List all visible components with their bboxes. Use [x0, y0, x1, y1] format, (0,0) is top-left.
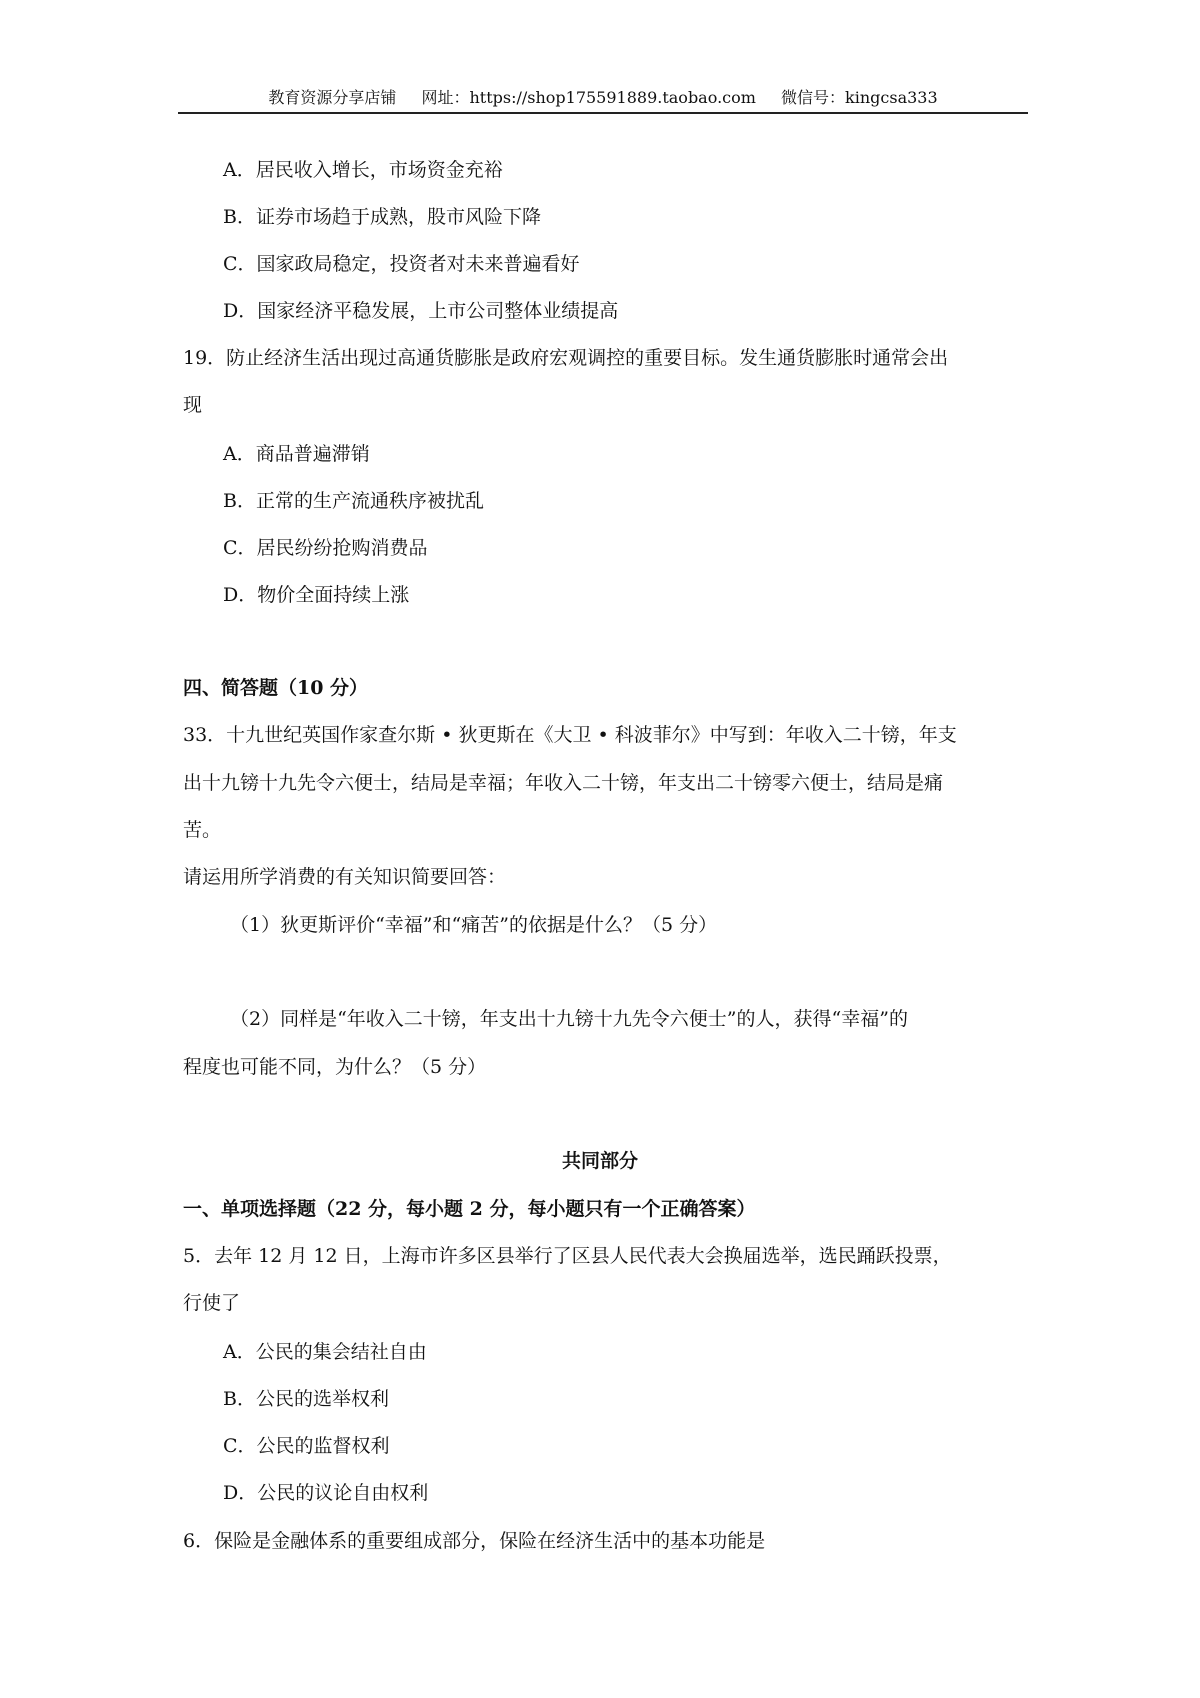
- q6-line1: 6．保险是金融体系的重要组成部分，保险在经济生活中的基本功能是: [183, 1530, 766, 1552]
- q33-line2: 出十九镑十九先令六便士，结局是幸福；年收入二十镑，年支出二十镑零六便士，结局是痛: [183, 772, 944, 794]
- common-section1-title: 一、单项选择题（22 分，每小题 2 分，每小题只有一个正确答案）: [183, 1198, 756, 1220]
- q33-sub1: （1）狄更斯评价“幸福”和“痛苦”的依据是什么？（5 分）: [230, 914, 718, 936]
- page-header: [178, 86, 1028, 114]
- q33-sub2-line2: 程度也可能不同，为什么？（5 分）: [183, 1056, 487, 1078]
- q33-line3: 苦。: [183, 819, 222, 841]
- q18-option-b: B．证券市场趋于成熟，股市风险下降: [223, 206, 541, 228]
- q33-sub2-line1: （2）同样是“年收入二十镑，年支出十九镑十九先令六便士”的人，获得“幸福”的: [230, 1008, 908, 1030]
- q33-prompt: 请运用所学消费的有关知识简要回答：: [183, 866, 507, 888]
- q19-option-a: A．商品普遍滞销: [223, 443, 370, 465]
- q33-line1: 33．十九世纪英国作家查尔斯 • 狄更斯在《大卫 • 科波菲尔》中写到：年收入二十镑，年支: [183, 724, 957, 746]
- q5-option-a: A．公民的集会结社自由: [223, 1341, 427, 1363]
- q5-option-c: C．公民的监督权利: [223, 1435, 390, 1457]
- q19-stem-line2: 现: [183, 394, 203, 416]
- q18-option-a: A．居民收入增长，市场资金充裕: [223, 159, 503, 181]
- q19-option-b: B．正常的生产流通秩序被扰乱: [223, 490, 484, 512]
- q19-stem-line1: 19．防止经济生活出现过高通货膨胀是政府宏观调控的重要目标。发生通货膨胀时通常会出: [183, 347, 949, 369]
- q5-option-b: B．公民的选举权利: [223, 1388, 389, 1410]
- header-wechat: 微信号：kingcsa333: [781, 88, 938, 107]
- header-url: 网址：https://shop175591889.taobao.com: [421, 88, 756, 107]
- q5-line1: 5．去年 12 月 12 日，上海市许多区县举行了区县人民代表大会换届选举，选民踊跃投票，: [183, 1245, 952, 1267]
- header-shop: 教育资源分享店铺: [268, 88, 397, 107]
- q5-line2: 行使了: [183, 1292, 241, 1314]
- common-part-title: 共同部分: [561, 1150, 638, 1172]
- section4-title: 四、简答题（10 分）: [183, 677, 369, 699]
- q19-option-c: C．居民纷纷抢购消费品: [223, 537, 428, 559]
- q19-option-d: D．物价全面持续上涨: [223, 584, 410, 606]
- q5-option-d: D．公民的议论自由权利: [223, 1482, 429, 1504]
- q18-option-c: C．国家政局稳定，投资者对未来普遍看好: [223, 253, 580, 275]
- q18-option-d: D．国家经济平稳发展，上市公司整体业绩提高: [223, 300, 619, 322]
